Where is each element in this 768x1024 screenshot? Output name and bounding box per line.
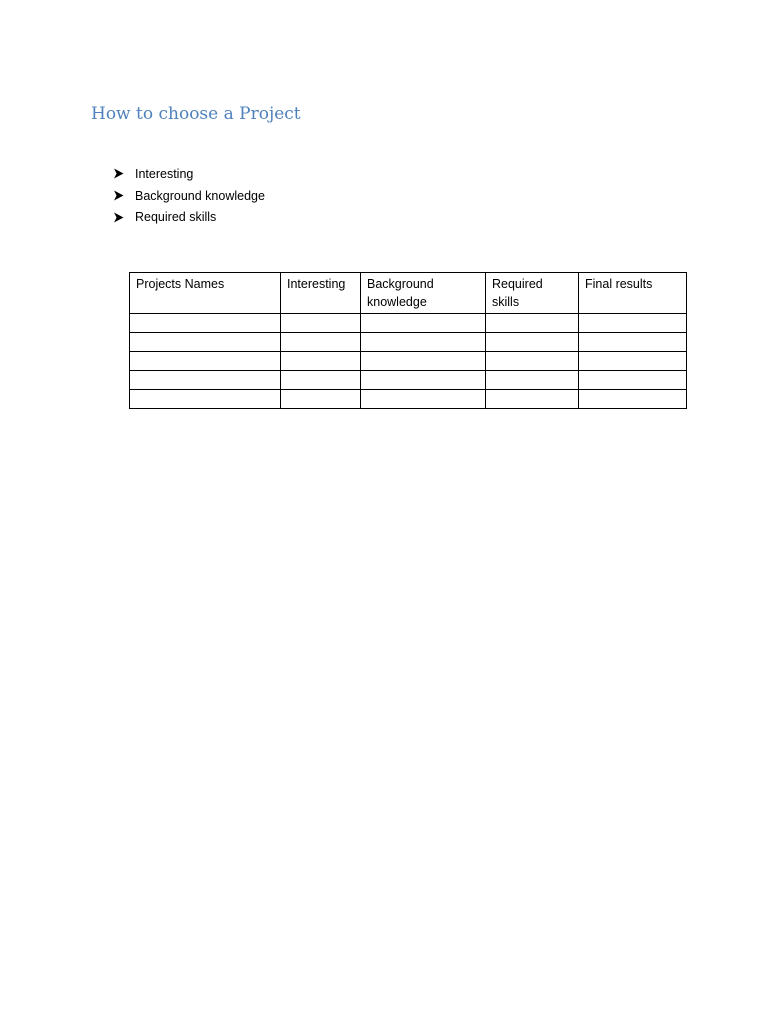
table-row <box>130 314 687 333</box>
list-item <box>113 206 265 228</box>
table-cell[interactable] <box>281 333 361 352</box>
table-cell[interactable] <box>486 352 579 371</box>
list-item-label: Required skills <box>135 210 217 225</box>
table-cell[interactable] <box>361 352 486 371</box>
list-item-label: Interesting <box>135 166 194 181</box>
table-cell[interactable] <box>281 314 361 333</box>
table-row <box>130 371 687 390</box>
column-header-projects-names: Projects Names <box>130 273 281 314</box>
table-cell[interactable] <box>579 314 687 333</box>
table-cell[interactable] <box>486 314 579 333</box>
table-cell[interactable] <box>130 390 281 409</box>
table-cell[interactable] <box>281 371 361 390</box>
arrowhead-bullet-icon <box>113 212 135 223</box>
project-comparison-table <box>129 272 687 409</box>
table-cell[interactable] <box>579 352 687 371</box>
table-cell[interactable] <box>361 371 486 390</box>
list-item <box>113 163 265 185</box>
table-cell[interactable] <box>130 333 281 352</box>
table-cell[interactable] <box>486 390 579 409</box>
table-cell[interactable] <box>486 371 579 390</box>
table-cell[interactable] <box>361 314 486 333</box>
criteria-list <box>113 163 265 228</box>
table-cell[interactable] <box>130 314 281 333</box>
list-item-label: Background knowledge <box>135 188 265 203</box>
table-cell[interactable] <box>361 390 486 409</box>
arrowhead-bullet-icon <box>113 190 135 201</box>
table-cell[interactable] <box>579 390 687 409</box>
list-item <box>113 185 265 207</box>
page-title: How to choose a Project <box>91 104 301 124</box>
column-header-required-skills: Required skills <box>486 273 579 314</box>
table-cell[interactable] <box>579 333 687 352</box>
table-row <box>130 333 687 352</box>
column-header-interesting: Interesting <box>281 273 361 314</box>
table-row <box>130 352 687 371</box>
column-header-background-knowledge: Background knowledge <box>361 273 486 314</box>
table-cell[interactable] <box>579 371 687 390</box>
table-cell[interactable] <box>281 390 361 409</box>
table-cell[interactable] <box>281 352 361 371</box>
table-cell[interactable] <box>130 352 281 371</box>
table-row <box>130 390 687 409</box>
table-cell[interactable] <box>130 371 281 390</box>
table-cell[interactable] <box>361 333 486 352</box>
column-header-final-results: Final results <box>579 273 687 314</box>
arrowhead-bullet-icon <box>113 168 135 179</box>
table-cell[interactable] <box>486 333 579 352</box>
table-header-row <box>130 273 687 314</box>
